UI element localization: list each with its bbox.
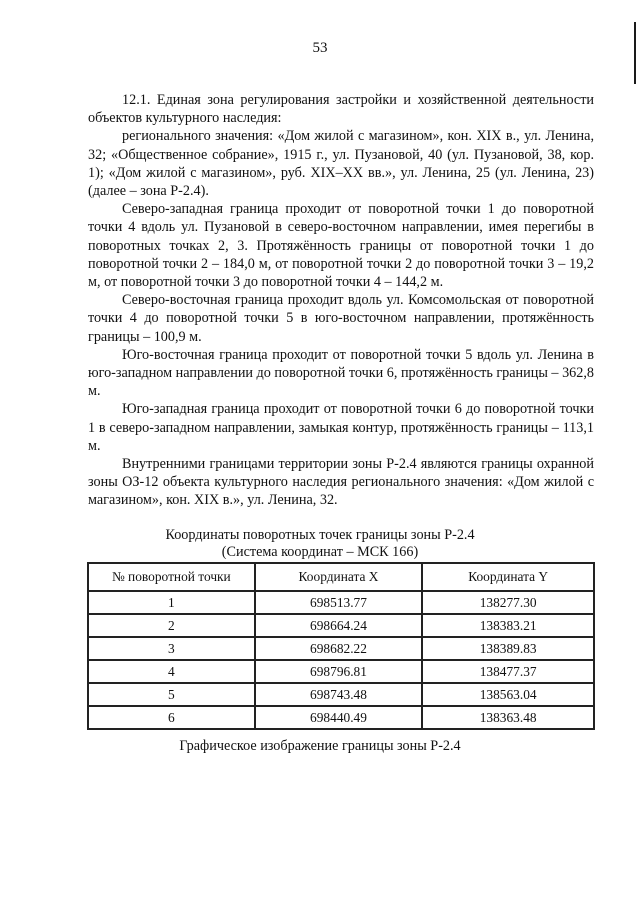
cell-point-number: 6 bbox=[88, 706, 255, 729]
cell-coordinate-y: 138277.30 bbox=[422, 591, 594, 614]
table-row bbox=[88, 660, 594, 683]
figure-caption: Графическое изображение границы зоны Р-2.4 bbox=[179, 738, 461, 754]
table-caption-title: Координаты поворотных точек границы зоны Р-2.4 bbox=[165, 527, 475, 543]
table-row bbox=[88, 706, 594, 729]
cell-coordinate-x: 698796.81 bbox=[255, 660, 423, 683]
cell-coordinate-y: 138383.21 bbox=[422, 614, 594, 637]
document-body bbox=[88, 91, 594, 510]
cell-coordinate-x: 698440.49 bbox=[255, 706, 423, 729]
paragraph-northwest-boundary: Северо-западная граница проходит от поворотной точки 1 до поворотной точки 4 вдоль ул. Пузановой в северо-восточном направлении, имея перегибы в поворотных точках 2, 3. Протяжённость границы от поворотной точки 1 до поворотной точки 2 – 184,0 м, от поворотной точки 2 до поворотной точки 3 – 19,2 м, от поворотной точки 3 до поворотной точки 4 – 144,2 м. bbox=[88, 201, 594, 291]
cell-point-number: 1 bbox=[88, 591, 255, 614]
table-row bbox=[88, 614, 594, 637]
cell-point-number: 4 bbox=[88, 660, 255, 683]
paragraph-regional-objects: регионального значения: «Дом жилой с магазином», кон. XIX в., ул. Ленина, 32; «Общественное собрание», 1915 г., ул. Пузановой, 40 (ул. Пузановой, 38, кор. 1); «Дом жилой с магазином», руб. XIX–XX вв.», ул. Ленина, 25 (ул. Ленина, 23) (далее – зона Р-2.4). bbox=[88, 128, 594, 200]
coordinates-table bbox=[87, 562, 595, 730]
cell-point-number: 3 bbox=[88, 637, 255, 660]
cell-coordinate-y: 138563.04 bbox=[422, 683, 594, 706]
paragraph-inner-boundaries: Внутренними границами территории зоны Р-2.4 являются границы охранной зоны ОЗ-12 объекта культурного наследия регионального значения: «Дом жилой с магазином», кон. XIX в.», ул. Ленина, 32. bbox=[88, 456, 594, 509]
header-coordinate-y: Координата Y bbox=[422, 563, 594, 591]
paragraph-northeast-boundary: Северо-восточная граница проходит вдоль ул. Комсомольская от поворотной точки 4 до поворотной точки 5 в юго-восточном направлении, протяжённость границы – 100,9 м. bbox=[88, 292, 594, 345]
header-point-number: № поворотной точки bbox=[88, 563, 255, 591]
header-coordinate-x: Координата X bbox=[255, 563, 423, 591]
page-number: 53 bbox=[312, 40, 328, 56]
paragraph-southeast-boundary: Юго-восточная граница проходит от поворотной точки 5 вдоль ул. Ленина в юго-западном направлении до поворотной точки 6, протяжённость границы – 362,8 м. bbox=[88, 346, 594, 400]
cell-coordinate-x: 698682.22 bbox=[255, 637, 423, 660]
table-header-row bbox=[88, 563, 594, 591]
table-caption-system: (Система координат – МСК 166) bbox=[221, 543, 419, 560]
cell-coordinate-y: 138363.48 bbox=[422, 706, 594, 729]
table-row bbox=[88, 683, 594, 706]
cell-coordinate-x: 698743.48 bbox=[255, 683, 423, 706]
paragraph-southwest-boundary: Юго-западная граница проходит от поворотной точки 6 до поворотной точки 1 в северо-западном направлении, замыкая контур, протяжённость границы – 113,1 м. bbox=[88, 401, 594, 454]
table-row bbox=[88, 591, 594, 614]
cell-point-number: 5 bbox=[88, 683, 255, 706]
cell-coordinate-y: 138477.37 bbox=[422, 660, 594, 683]
cell-coordinate-y: 138389.83 bbox=[422, 637, 594, 660]
table-caption bbox=[0, 527, 640, 560]
cell-coordinate-x: 698664.24 bbox=[255, 614, 423, 637]
section-heading: 12.1. Единая зона регулирования застройки и хозяйственной деятельности объектов культурного наследия: bbox=[88, 92, 594, 127]
cell-point-number: 2 bbox=[88, 614, 255, 637]
table-row bbox=[88, 637, 594, 660]
cell-coordinate-x: 698513.77 bbox=[255, 591, 423, 614]
